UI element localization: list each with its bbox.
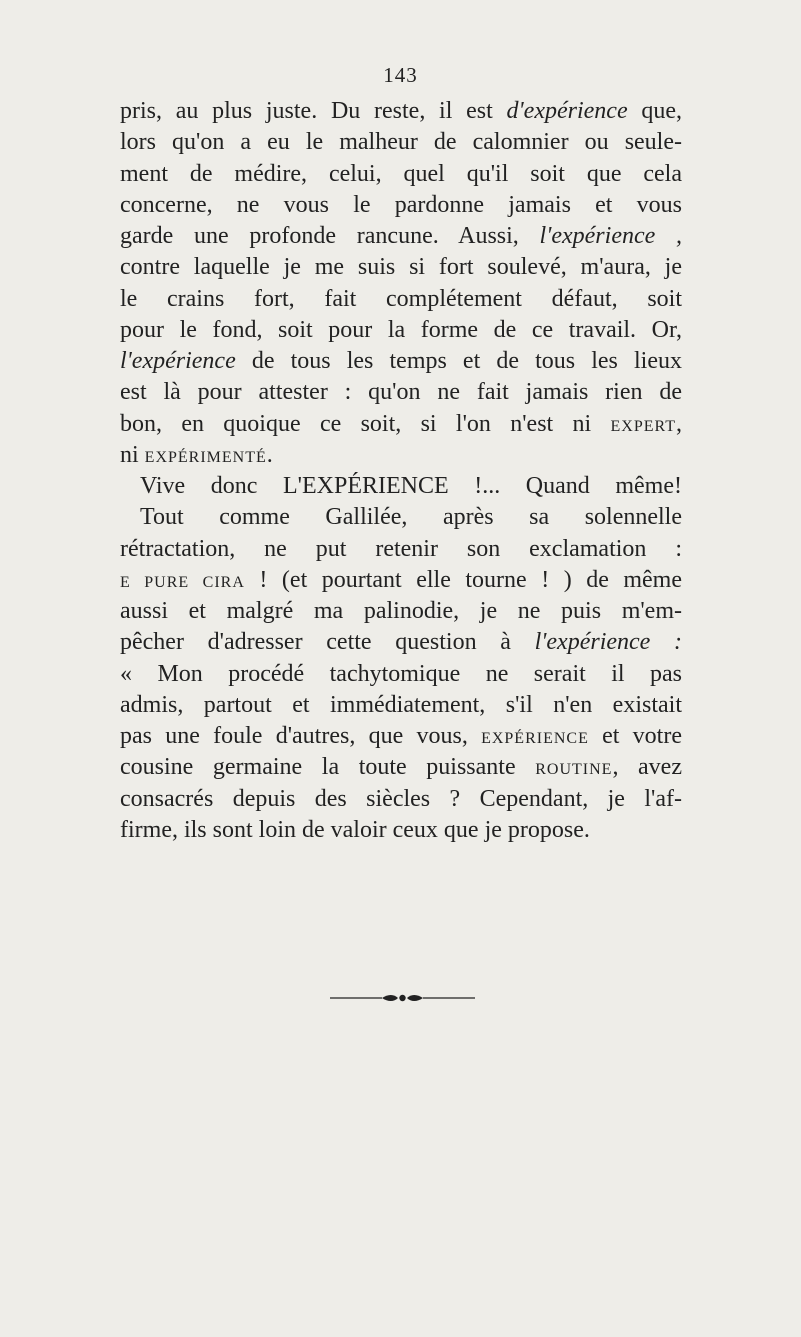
text-segment: consacrés depuis des siècles ? Cependant, je l'af- bbox=[120, 785, 682, 812]
text-line bbox=[120, 627, 682, 658]
text-segment: le crains fort, fait complétement défaut, soit bbox=[120, 285, 682, 312]
text-line bbox=[120, 409, 682, 440]
text-segment: garde une profonde rancune. Aussi, bbox=[120, 223, 540, 249]
text-line bbox=[120, 346, 682, 377]
text-segment: , avez bbox=[612, 754, 682, 781]
text-segment: . bbox=[266, 441, 273, 468]
small-caps-term: EXPÉRIENCE bbox=[481, 730, 589, 747]
text-segment: admis, partout et immédiatement, s'il n'en existait bbox=[120, 691, 682, 718]
small-caps-term: EXPERT bbox=[610, 417, 676, 435]
italic-term: l'expérience , bbox=[539, 223, 682, 249]
text-segment: « Mon procédé tachytomique ne serait il pas bbox=[120, 660, 682, 687]
text-line bbox=[120, 534, 682, 565]
text-line bbox=[120, 190, 682, 221]
text-line bbox=[120, 596, 682, 627]
body-text bbox=[120, 96, 682, 846]
small-caps-term: E PURE CIRA bbox=[120, 573, 245, 591]
italic-term: l'expérience bbox=[120, 348, 236, 374]
text-segment: pêcher d'adresser cette question à bbox=[120, 629, 535, 656]
text-line bbox=[120, 127, 682, 158]
text-segment: est là pour attester : qu'on ne fait jamais rien de bbox=[120, 379, 682, 406]
text-line bbox=[120, 440, 682, 471]
text-segment: firme, ils sont loin de valoir ceux que je propose. bbox=[120, 816, 590, 843]
text-segment: ! (et pourtant elle tourne ! ) de même bbox=[244, 566, 683, 593]
text-segment: aussi et malgré ma palinodie, je ne puis m'em- bbox=[120, 598, 682, 624]
text-line bbox=[120, 752, 682, 783]
small-caps-term: EXPÉRIMENTÉ bbox=[144, 448, 267, 466]
text-line bbox=[120, 565, 682, 596]
ornament-divider-icon bbox=[330, 993, 475, 1003]
text-line bbox=[120, 721, 682, 752]
text-segment: et votre bbox=[588, 723, 682, 749]
text-line bbox=[120, 252, 682, 283]
text-segment: ni bbox=[120, 441, 145, 468]
italic-term: l'expérience : bbox=[534, 629, 682, 656]
text-segment: , bbox=[676, 410, 682, 437]
text-segment: concerne, ne vous le pardonne jamais et vous bbox=[120, 191, 682, 218]
text-line bbox=[120, 377, 682, 408]
text-line bbox=[120, 221, 682, 252]
text-segment: de tous les temps et de tous les lieux bbox=[235, 348, 682, 374]
text-line bbox=[120, 690, 682, 721]
text-line bbox=[120, 315, 682, 346]
text-segment: rétractation, ne put retenir son exclamation : bbox=[120, 535, 682, 562]
text-segment: pour le fond, soit pour la forme de ce travail. Or, bbox=[120, 316, 682, 343]
text-line bbox=[120, 159, 682, 190]
text-line bbox=[120, 784, 682, 815]
text-line bbox=[120, 502, 682, 533]
text-line bbox=[120, 815, 682, 846]
text-segment: Vive donc L'EXPÉRIENCE !... Quand même! bbox=[140, 473, 682, 499]
text-line bbox=[120, 659, 682, 690]
text-segment: bon, en quoique ce soit, si l'on n'est ni bbox=[120, 410, 611, 437]
text-segment: cousine germaine la toute puissante bbox=[120, 754, 536, 781]
text-segment: pris, au plus juste. Du reste, il est bbox=[120, 98, 507, 124]
text-line bbox=[120, 96, 682, 127]
text-segment: que, bbox=[627, 98, 683, 124]
text-line bbox=[120, 284, 682, 315]
text-segment: contre laquelle je me suis si fort soulevé, m'aura, je bbox=[120, 254, 682, 281]
text-segment: ment de médire, celui, quel qu'il soit que cela bbox=[120, 160, 682, 187]
text-segment: pas une foule d'autres, que vous, bbox=[120, 723, 482, 749]
italic-term: d'expérience bbox=[506, 98, 628, 124]
text-line bbox=[120, 471, 682, 502]
page-number: 143 bbox=[383, 63, 418, 87]
text-segment: Tout comme Gallilée, après sa solennelle bbox=[140, 504, 682, 531]
text-segment: lors qu'on a eu le malheur de calomnier ou seule- bbox=[120, 129, 682, 156]
small-caps-term: ROUTINE bbox=[535, 761, 613, 779]
